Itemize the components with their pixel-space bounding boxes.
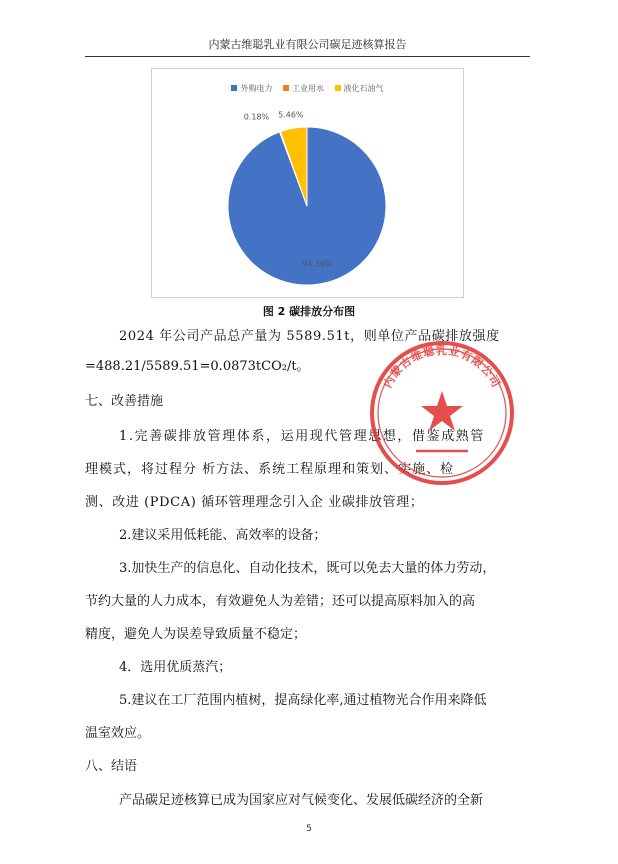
paragraph-line: 测、改进 (PDCA) 循环管理理念引入企 业碳排放管理；: [85, 495, 424, 510]
paragraph-line: 4．选用优质蒸汽；: [119, 660, 232, 675]
paragraph-line: 精度，避免人为误差导致质量不稳定；: [85, 627, 307, 642]
paragraph-line: 产品碳足迹核算已成为国家应对气候变化、发展低碳经济的全新: [119, 793, 484, 808]
legend-label: 工业用水: [292, 84, 324, 93]
paragraph-line: 5.建议在工厂范围内植树，提高绿化率,通过植物光合作用来降低: [119, 693, 487, 708]
section-heading: 七、改善措施: [85, 394, 164, 409]
pie-svg: [152, 69, 463, 297]
page-header: 内蒙古维聪乳业有限公司碳足迹核算报告: [85, 38, 530, 57]
paragraph-line: 2024 年公司产品总产量为 5589.51t，则单位产品碳排放强度: [119, 329, 500, 344]
figure-caption: 图 2 碳排放分布图: [262, 305, 356, 318]
slice-label: 5.46%: [278, 110, 304, 120]
paragraph-line: 温室效应。: [85, 726, 151, 741]
slice-label: 94.36%: [302, 259, 333, 269]
paragraph-line: 理模式，将过程分 析方法、系统工程原理和策划、实施、检: [85, 462, 455, 477]
legend-label: 液化石油气: [343, 84, 384, 93]
paragraph-line: =488.21/5589.51=0.0873tCO₂/t。: [85, 359, 310, 374]
pie-chart: [151, 68, 464, 298]
page-number: 5: [306, 824, 312, 834]
slice-label: 0.18%: [243, 112, 270, 122]
paragraph-line: 节约大量的人力成本，有效避免人为差错；还可以提高原料加入的高: [85, 594, 476, 609]
legend-label: 外购电力: [240, 84, 273, 93]
company-seal: [368, 339, 516, 487]
paragraph-line: 3.加快生产的信息化、自动化技术，既可以免去大量的体力劳动，: [119, 561, 496, 576]
paragraph-line: 1.完善碳排放管理体系，运用现代管理思想，借鉴成熟管: [119, 429, 486, 444]
svg-text:内蒙古维聪乳业有限公司: 内蒙古维聪乳业有限公司: [381, 344, 503, 391]
paragraph-line: 2.建议采用低耗能、高效率的设备；: [119, 528, 327, 543]
section-heading: 八、结语: [85, 759, 138, 774]
